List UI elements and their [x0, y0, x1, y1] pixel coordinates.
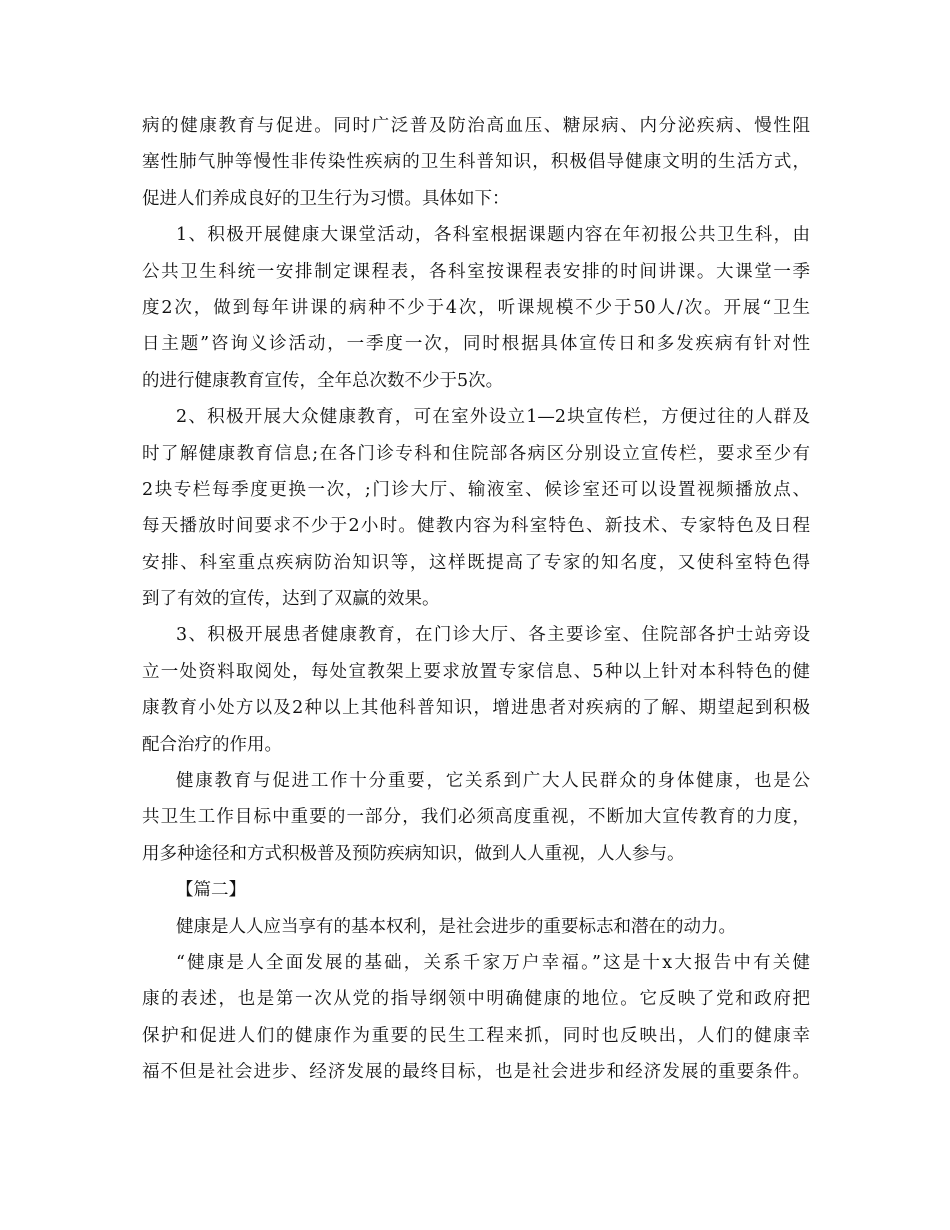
text-line: 康教育小处方以及2种以上其他科普知识，增进患者对疾病的了解、期望起到积极 — [142, 698, 810, 719]
text-line: 用多种途径和方式积极普及预防疾病知识，做到人人重视，人人参与。 — [142, 843, 685, 864]
text-line: 公共卫生科统一安排制定课程表，各科室按课程表安排的时间讲课。大课堂一季 — [142, 261, 810, 282]
text-line: 的进行健康教育宣传，全年总次数不少于5次。 — [142, 370, 504, 391]
text-line: 塞性肺气肿等慢性非传染性疾病的卫生科普知识，积极倡导健康文明的生活方式， — [142, 152, 810, 173]
text-line: 每天播放时间要求不少于2小时。健教内容为科室特色、新技术、专家特色及日程 — [142, 516, 810, 537]
text-line: 安排、科室重点疾病防治知识等，这样既提高了专家的知名度，又使科室特色得 — [142, 552, 810, 573]
text-line: 共卫生工作目标中重要的一部分，我们必须高度重视，不断加大宣传教育的力度， — [142, 807, 810, 828]
text-line: 健康教育与促进工作十分重要，它关系到广大人民群众的身体健康，也是公 — [176, 771, 810, 792]
text-line: 健康是人人应当享有的基本权利，是社会进步的重要标志和潜在的动力。 — [176, 916, 736, 937]
text-line: 福不但是社会进步、经济发展的最终目标，也是社会进步和经济发展的重要条件。 — [142, 1062, 810, 1083]
text-line: 病的健康教育与促进。同时广泛普及防治高血压、糖尿病、内分泌疾病、慢性阻 — [142, 116, 810, 136]
text-line: 到了有效的宣传，达到了双赢的效果。 — [142, 589, 440, 610]
text-line: 3、积极开展患者健康教育，在门诊大厅、各主要诊室、住院部各护士站旁设 — [176, 625, 810, 646]
text-line: 保护和促进人们的健康作为重要的民生工程来抓，同时也反映出，人们的健康幸 — [142, 1025, 810, 1046]
document-body — [142, 108, 810, 1091]
text-line: 2块专栏每季度更换一次，;门诊大厅、输液室、候诊室还可以设置视频播放点、 — [142, 479, 810, 500]
text-line: 2、积极开展大众健康教育，可在室外设立1—2块宣传栏，方便过往的人群及 — [176, 407, 810, 428]
text-line: 促进人们养成良好的卫生行为习惯。具体如下： — [142, 188, 510, 209]
text-line: 【篇二】 — [176, 880, 246, 901]
text-line: 度2次，做到每年讲课的病种不少于4次，听课规模不少于50人/次。开展“卫生 — [142, 297, 810, 318]
text-line: 日主题”咨询义诊活动，一季度一次，同时根据具体宣传日和多发疾病有针对性 — [142, 334, 810, 355]
text-line: 1、积极开展健康大课堂活动，各科室根据课题内容在年初报公共卫生科，由 — [176, 225, 810, 246]
text-line: 时了解健康教育信息;在各门诊专科和住院部各病区分别设立宣传栏，要求至少有 — [142, 443, 810, 464]
text-line: 康的表述，也是第一次从党的指导纲领中明确健康的地位。它反映了党和政府把 — [142, 989, 810, 1010]
text-line: 立一处资料取阅处，每处宣教架上要求放置专家信息、5种以上针对本科特色的健 — [142, 661, 810, 682]
text-line: 配合治疗的作用。 — [142, 734, 282, 755]
text-line: “健康是人全面发展的基础，关系千家万户幸福。”这是十x大报告中有关健 — [176, 952, 810, 973]
